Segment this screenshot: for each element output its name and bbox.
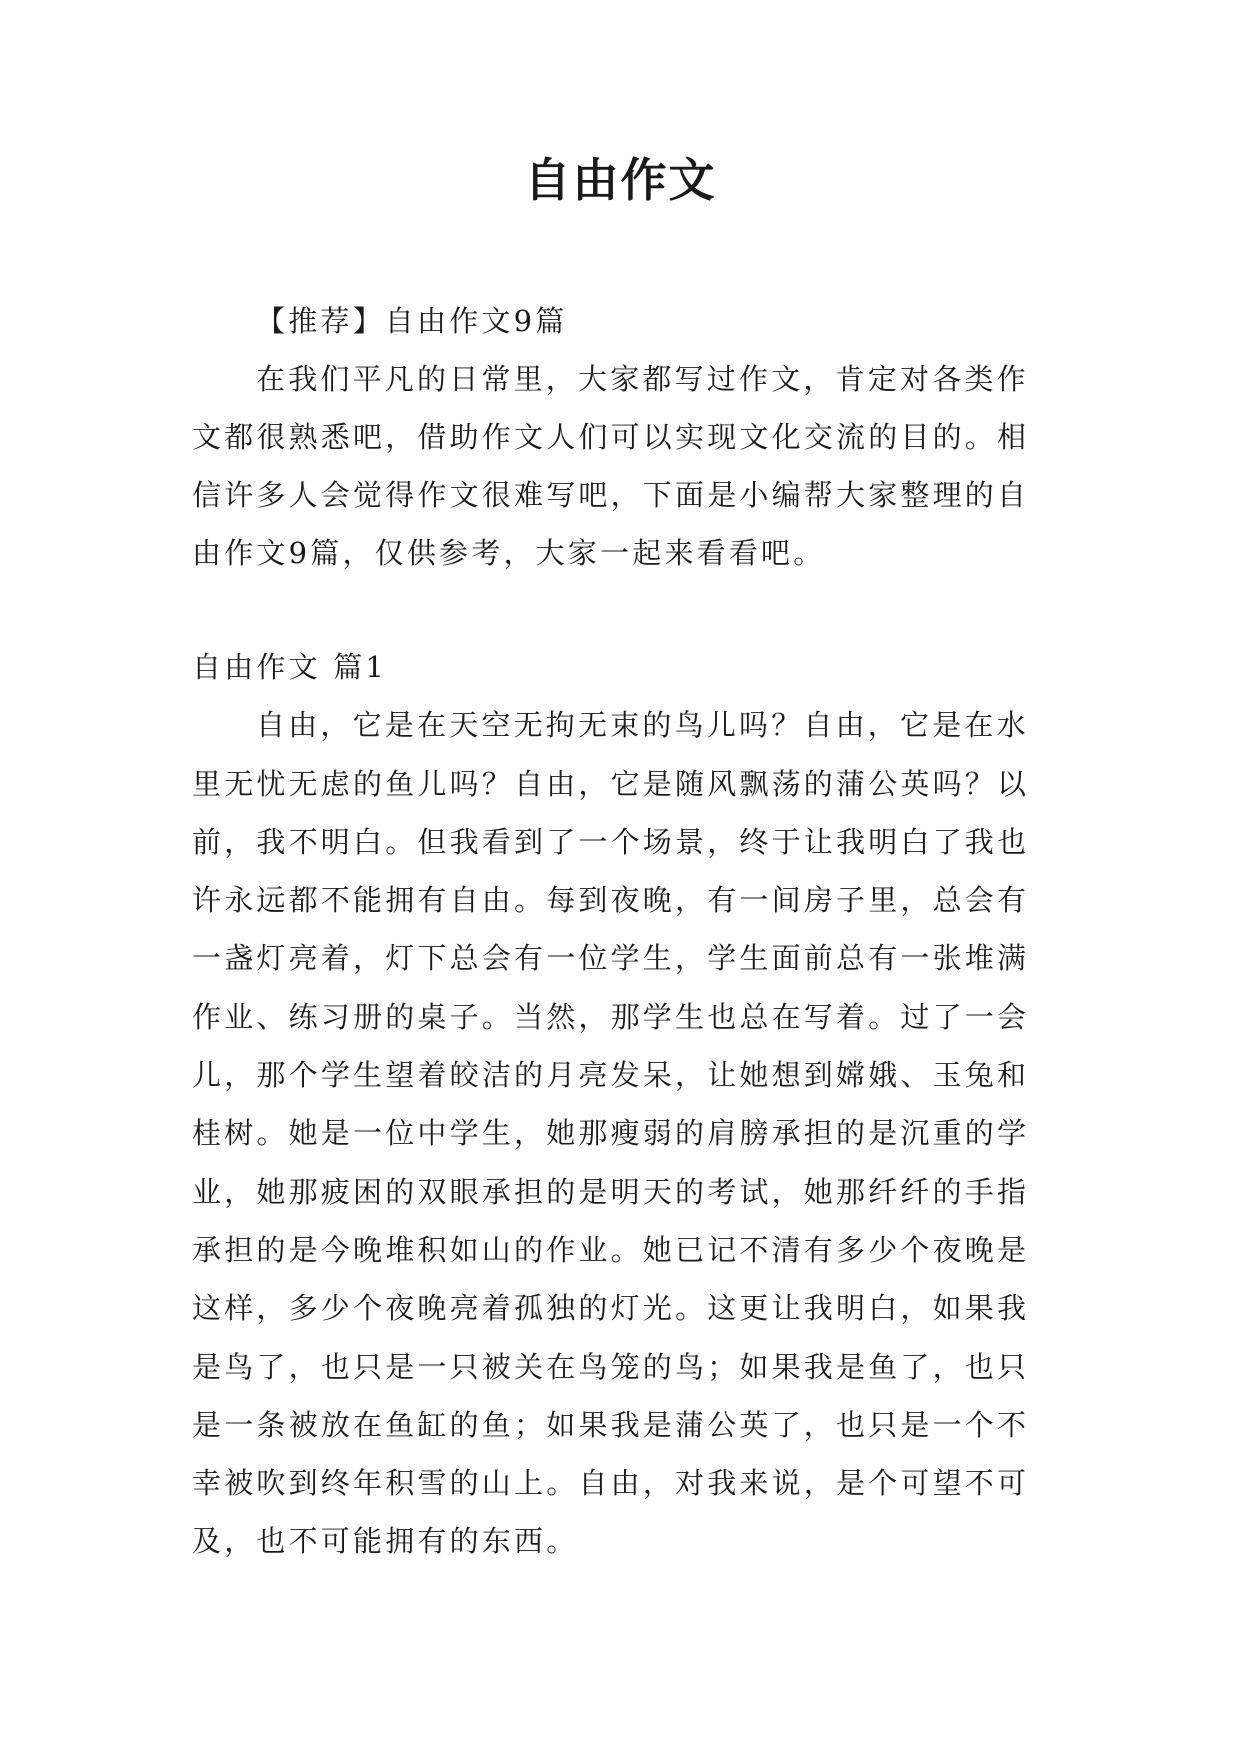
document-title: 自由作文 (524, 153, 717, 207)
intro-paragraph: 在我们平凡的日常里，大家都写过作文，肯定对各类作文都很熟悉吧，借助作文人们可以实现文化交流的目的。相信许多人会觉得作文很难写吧，下面是小编帮大家整理的自由作文9篇，仅供参考，大家一起来看看吧。 (192, 362, 1030, 570)
section-heading: 自由作文 篇1 (192, 650, 388, 684)
section-paragraph: 自由，它是在天空无拘无束的鸟儿吗？自由，它是在水里无忧无虑的鱼儿吗？自由，它是随风飘荡的蒲公英吗？以前，我不明白。但我看到了一个场景，终于让我明白了我也许永远都不能拥有自由。每到夜晚，有一间房子里，总会有一盏灯亮着，灯下总会有一位学生，学生面前总有一张堆满作业、练习册的桌子。当然，那学生也总在写着。过了一会儿，那个学生望着皎洁的月亮发呆，让她想到嫦娥、玉兔和桂树。她是一位中学生，她那瘦弱的肩膀承担的是沉重的学业，她那疲困的双眼承担的是明天的考试，她那纤纤的手指承担的是今晚堆积如山的作业。她已记不清有多少个夜晚是这样，多少个夜晚亮着孤独的灯光。这更让我明白，如果我是鸟了，也只是一只被关在鸟笼的鸟；如果我是鱼了，也只是一条被放在鱼缸的鱼；如果我是蒲公英了，也只是一个不幸被吹到终年积雪的山上。自由，对我来说，是个可望不可及，也不可能拥有的东西。 (192, 708, 1030, 1559)
recommend-line: 【推荐】自由作文9篇 (256, 304, 568, 338)
lead-block (192, 292, 1052, 582)
section-1 (192, 638, 1052, 1571)
